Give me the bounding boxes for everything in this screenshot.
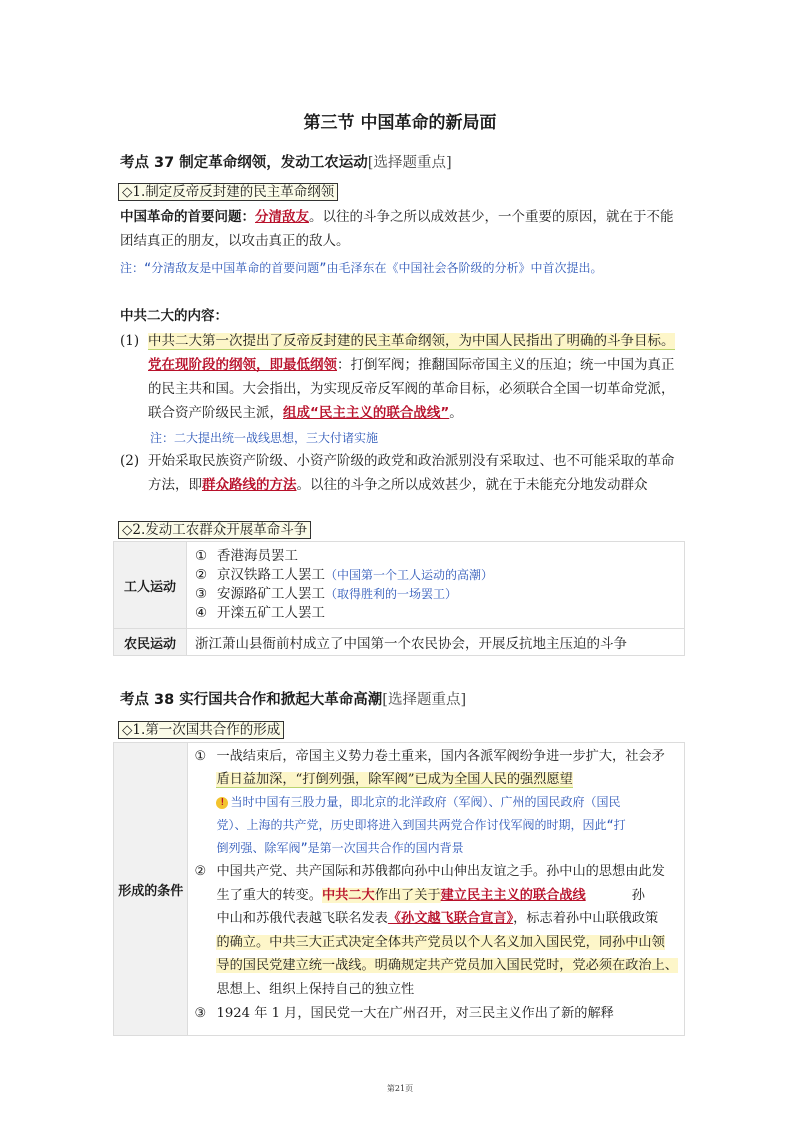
paragraph-first-problem bbox=[120, 206, 674, 228]
item-1-line-1 bbox=[120, 330, 675, 352]
worker-movement-label: 工人运动 bbox=[114, 542, 187, 629]
item-1-line-2 bbox=[148, 354, 675, 376]
subheading-cooperation-box: ◇1.第一次国共合作的形成 bbox=[118, 721, 284, 739]
item-1-text-e: 联合资产阶级民主派， bbox=[148, 405, 283, 421]
note-united-front: 注：二大提出统一战线思想，三大付诸实施 bbox=[150, 431, 379, 445]
keyword-minimum-program: 党在现阶段的纲领，即最低纲领 bbox=[148, 357, 337, 373]
warning-icon: ! bbox=[216, 797, 228, 809]
keyword-distinguish: 分清敌友 bbox=[255, 209, 309, 225]
table-row bbox=[114, 542, 685, 629]
formation-conditions-label: 形成的条件 bbox=[114, 743, 188, 1036]
list-item bbox=[195, 566, 676, 585]
condition-2-text-b3: 作出了关于 bbox=[374, 887, 441, 903]
item-1-number: (1) bbox=[120, 333, 140, 349]
condition-2 bbox=[194, 860, 678, 1001]
first-problem-label: 中国革命的首要问题： bbox=[120, 209, 255, 225]
page-title: 第三节 中国革命的新局面 bbox=[303, 113, 497, 133]
item-note: （中国第一个工人运动的高潮） bbox=[325, 568, 494, 582]
condition-2-text-a: 中国共产党、共产国际和苏俄都向孙中山伸出友谊之手。孙中山的思想由此发 bbox=[216, 864, 665, 879]
condition-1-text-a: 一战结束后，帝国主义势力卷土重来，国内各派军阀纷争进一步扩大，社会矛 bbox=[216, 749, 665, 764]
item-2-text-d: 。以往的斗争之所以成效甚少，就在于未能充分地发动群众 bbox=[296, 477, 648, 493]
subheading-mobilize-box: ◇2.发动工农群众开展革命斗争 bbox=[118, 521, 311, 539]
item-text: 京汉铁路工人罢工 bbox=[217, 567, 325, 583]
keyword-democratic-front: 建立民主主义的联合战线 bbox=[440, 887, 586, 903]
formation-conditions-content bbox=[188, 743, 685, 1036]
item-text: 开滦五矿工人罢工 bbox=[217, 605, 325, 621]
subheading-cooperation bbox=[118, 719, 284, 741]
section-heading-37 bbox=[120, 151, 452, 172]
condition-1-text-b: 盾日益加深，“打倒列强，除军阀”已成为全国人民的强烈愿望 bbox=[216, 772, 573, 787]
item-1-text-c: ：打倒军阀；推翻国际帝国主义的压迫；统一中国为真正 bbox=[337, 357, 675, 373]
heading-second-congress: 中共二大的内容： bbox=[120, 308, 228, 324]
item-text: 安源路矿工人罢工 bbox=[217, 586, 325, 602]
condition-2-text-e: 导的国民党建立统一战线。明确规定共产党员加入国民党时，党必须在政治上、 bbox=[216, 958, 678, 973]
subheading-program-box: ◇1.制定反帝反封建的民主革命纲领 bbox=[118, 183, 338, 201]
condition-2-text-b1: 生了重大的转变。 bbox=[216, 887, 322, 903]
list-item bbox=[195, 585, 676, 604]
section-heading-37-text: 考点 37 制定革命纲领，发动工农运动 bbox=[120, 155, 368, 171]
keyword-sun-joffe-manifesto: 《孙文越飞联合宣言》 bbox=[387, 911, 514, 926]
condition-1-note-c: 倒列强、除军阀”是第一次国共合作的国内背景 bbox=[216, 841, 464, 855]
peasant-movement-label: 农民运动 bbox=[114, 629, 187, 656]
item-2-number: (2) bbox=[120, 453, 140, 469]
first-problem-text: 。以往的斗争之所以成效甚少，一个重要的原因，就在于不能 bbox=[309, 209, 674, 225]
condition-1-note-b: 党）、上海的共产党，历史即将进入到国共两党合作讨伐军阀的时期，因此“打 bbox=[216, 818, 626, 832]
item-2-line-1 bbox=[120, 450, 675, 472]
section-tag-37: [选择题重点] bbox=[367, 155, 452, 171]
paragraph-first-problem-cont: 团结真正的朋友，以攻击真正的敌人。 bbox=[120, 233, 350, 249]
condition-2-text-c3: ，标志着孙中山联俄政策 bbox=[513, 911, 659, 926]
item-1-text-g: 。 bbox=[449, 405, 463, 421]
item-number: ① bbox=[195, 548, 208, 564]
item-number: ② bbox=[195, 567, 208, 583]
item-number: ③ bbox=[195, 586, 208, 602]
page-number: 第21页 bbox=[386, 1084, 414, 1093]
peasant-movement-text: 浙江萧山县衙前村成立了中国第一个农民协会，开展反抗地主压迫的斗争 bbox=[187, 629, 685, 656]
condition-1-number: ① bbox=[194, 749, 207, 764]
keyword-second-congress: 中共二大 bbox=[321, 887, 375, 903]
item-number: ④ bbox=[195, 605, 208, 621]
condition-2-text-d: 的确立。中共三大正式决定全体共产党员以个人名义加入国民党，同孙中山领 bbox=[216, 934, 665, 950]
note-mao: 注：“分清敌友是中国革命的首要问题”由毛泽东在《中国社会各阶级的分析》中首次提出。 bbox=[120, 261, 603, 275]
condition-2-text-b5: 孙 bbox=[631, 887, 645, 903]
item-2-text-b: 方法，即 bbox=[148, 477, 202, 493]
condition-3-text: 1924 年 1 月，国民党一大在广州召开，对三民主义作出了新的解释 bbox=[216, 1006, 614, 1021]
condition-2-text-f: 思想上、组织上保持自己的独立性 bbox=[216, 981, 415, 997]
subheading-program bbox=[118, 181, 338, 203]
item-2-line-2 bbox=[148, 474, 648, 496]
condition-1-note-a: 当时中国有三股力量，即北京的北洋政府（军阀）、广州的国民政府（国民 bbox=[230, 795, 621, 809]
section-heading-38-text: 考点 38 实行国共合作和掀起大革命高潮 bbox=[120, 692, 383, 708]
condition-3 bbox=[194, 1001, 678, 1027]
item-1-text-a: 中共二大第一次提出了反帝反封建的民主革命纲领，为中国人民指出了明确的斗争目标。 bbox=[148, 333, 675, 349]
item-text: 香港海员罢工 bbox=[217, 548, 298, 564]
list-item bbox=[195, 547, 676, 566]
condition-2-number: ② bbox=[194, 864, 207, 879]
item-1-line-3: 的民主共和国。大会指出，为实现反帝反军阀的革命目标，必须联合全国一切革命党派， bbox=[148, 381, 675, 397]
movements-table bbox=[113, 541, 685, 656]
item-note: （取得胜利的一场罢工） bbox=[325, 587, 458, 601]
keyword-mass-line: 群众路线的方法 bbox=[202, 477, 297, 493]
list-item bbox=[195, 604, 676, 623]
section-tag-38: [选择题重点] bbox=[382, 692, 467, 708]
worker-movement-items bbox=[187, 542, 685, 629]
condition-1-note bbox=[194, 791, 678, 860]
condition-1 bbox=[194, 745, 678, 791]
item-2-text-a: 开始采取民族资产阶级、小资产阶级的政党和政治派别没有采取过、也不可能采取的革命 bbox=[148, 453, 675, 469]
section-heading-38 bbox=[120, 688, 466, 709]
formation-table bbox=[113, 742, 685, 1036]
table-row bbox=[114, 743, 685, 1036]
item-1-line-4 bbox=[148, 402, 463, 424]
condition-2-text-c1: 中山和苏俄代表越飞联名发表 bbox=[216, 911, 388, 926]
condition-3-number: ③ bbox=[194, 1006, 207, 1021]
subheading-mobilize bbox=[118, 519, 311, 541]
table-row bbox=[114, 629, 685, 656]
keyword-united-front: 组成“民主主义的联合战线” bbox=[283, 405, 450, 421]
